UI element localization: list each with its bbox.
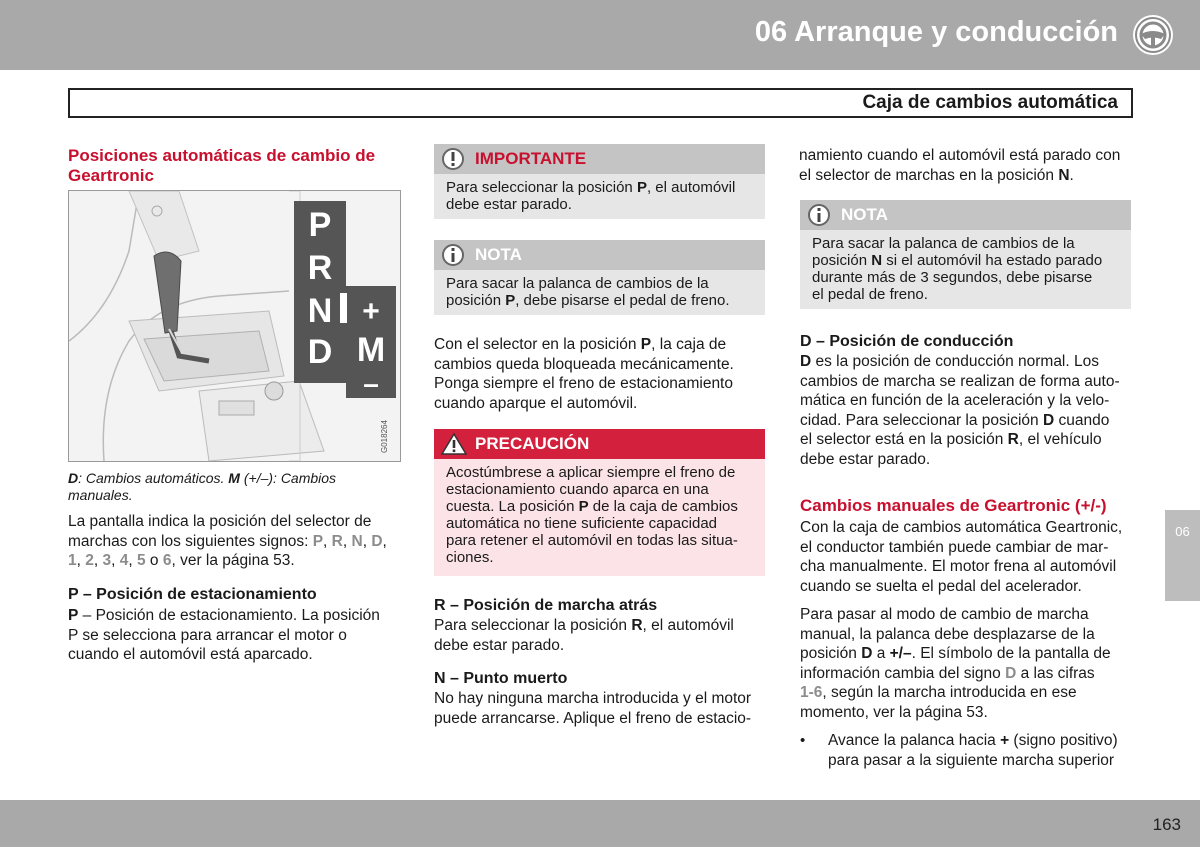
note-label: NOTA — [475, 245, 522, 264]
note-label: NOTA — [841, 205, 888, 224]
chapter-title: 06 Arranque y conducción — [754, 16, 1118, 48]
d-position-text: D es la posición de conducción normal. Los cambios de marcha se realizan de forma auto- mática en función de la aceleración y la velo- cidad. Para seleccionar la posición D cuando el selector está en la posición R, el vehículo debe estar parado. — [800, 353, 1120, 468]
gear-P: P — [308, 206, 332, 244]
n-position-text: No hay ninguna marcha introducida y el motor puede arrancarse. Aplique el freno de estacio- — [434, 690, 752, 727]
caution-label: PRECAUCIÓN — [475, 434, 590, 453]
n-position-heading: N – Punto muerto — [434, 670, 568, 687]
p-position-heading: P – Posición de estacionamiento — [68, 586, 317, 603]
exclamation-icon — [441, 147, 465, 176]
d-position-heading: D – Posición de conducción — [800, 333, 1014, 350]
selector-position-paragraph: Con el selector en la posición P, la caja de cambios queda bloqueada mecánicamente. Ponga siempre el freno de estacionamiento cuando aparque el automóvil. — [434, 336, 734, 412]
section-title: Caja de cambios automática — [862, 92, 1118, 113]
display-intro-paragraph: La pantalla indica la posición del selector de marchas con los siguientes signos: P, R, N, D, 1, 2, 3, 4, 5 o 6, ver la página 53. — [68, 513, 387, 569]
note-box-1: NOTA Para sacar la palanca de cambios de la posición P, debe pisarse el pedal de freno. — [434, 240, 765, 315]
automatic-positions-heading: Posiciones automáticas de cambio de Geartronic — [68, 146, 376, 185]
manual-mode-text: Para pasar al modo de cambio de marcha manual, la palanca debe desplazarse de la posición D a +/–. El símbolo de la pantalla de información cambia del signo D a las cifras 1-6, según la marcha introducida en ese momento, ver la página 53. — [800, 606, 1111, 721]
manual-shift-heading: Cambios manuales de Geartronic (+/-) — [800, 496, 1107, 515]
r-position-text: Para seleccionar la posición R, el automóvil debe estar parado. — [434, 617, 734, 654]
page-number: 163 — [1152, 815, 1181, 834]
caution-box: PRECAUCIÓN Acostúmbrese a aplicar siempre el freno de estacionamiento cuando aparca en una cuesta. La posición P de la caja de cambios automática no tiene suficiente capacidad para retener el automóvil en todas las situa- ciones. — [434, 429, 765, 576]
bullet-item: • Avance la palanca hacia + (signo positivo) para pasar a la siguiente marcha superior — [800, 732, 1118, 769]
info-icon — [807, 203, 831, 232]
gear-R: R — [307, 249, 333, 287]
warning-triangle-icon — [441, 432, 467, 461]
note-box-2: NOTA Para sacar la palanca de cambios de la posición N si el automóvil ha estado parado durante más de 3 segundos, debe pisarse el pedal de freno. — [800, 200, 1131, 309]
figure-code: G018264 — [380, 420, 389, 453]
p-position-text: P – Posición de estacionamiento. La posición P se selecciona para arrancar el motor o cuando el automóvil está aparcado. — [68, 607, 380, 663]
bullet-dot: • — [800, 732, 806, 749]
footer-bar — [0, 800, 1200, 847]
steering-wheel-icon — [1133, 15, 1173, 55]
gear-selector-illustration — [68, 190, 401, 462]
chapter-tab: 06 — [1165, 510, 1200, 601]
info-icon — [441, 243, 465, 272]
gear-minus: – — [363, 368, 379, 399]
neutral-continuation-text: namiento cuando el automóvil está parado con el selector de marchas en la posición N. — [799, 147, 1121, 184]
important-label: IMPORTANTE — [475, 149, 587, 168]
r-position-heading: R – Posición de marcha atrás — [434, 597, 658, 614]
manual-shift-text: Con la caja de cambios automática Geartronic, el conductor también puede cambiar de mar- cha manualmente. El motor frena al automóvil cuando se suelta el pedal del acelerador. — [800, 519, 1123, 595]
important-box: IMPORTANTE Para seleccionar la posición P, el automóvil debe estar parado. — [434, 144, 765, 219]
gear-M: M — [356, 331, 386, 369]
gear-plus: + — [362, 295, 380, 328]
gear-N: N — [307, 292, 333, 330]
figure-caption: D: Cambios automáticos. M (+/–): Cambios manuales. — [68, 470, 337, 503]
gear-D: D — [307, 333, 333, 371]
